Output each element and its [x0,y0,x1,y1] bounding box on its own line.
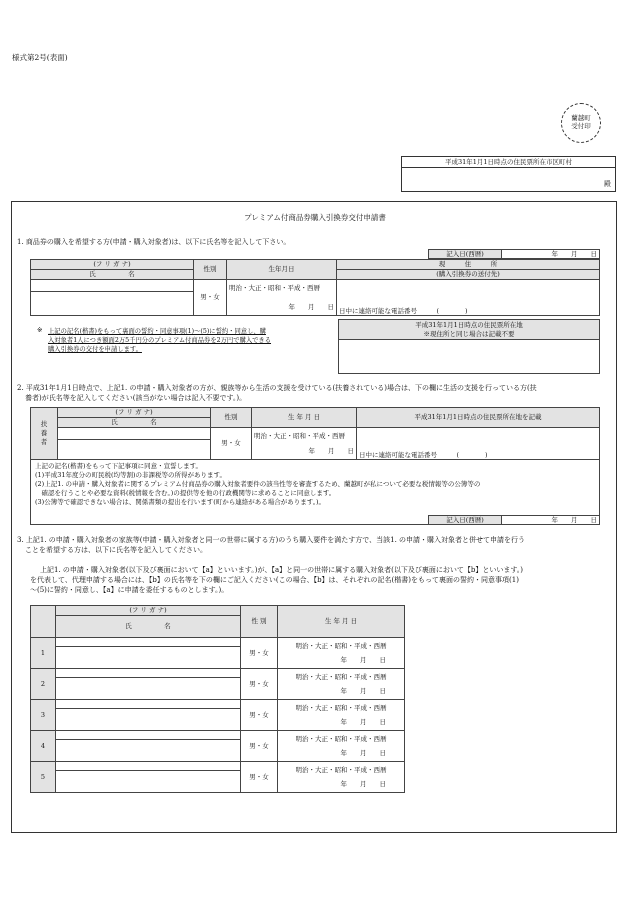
s2-name-field[interactable] [58,440,211,460]
s1-birth-field[interactable]: 明治・大正・昭和・平成・西暦 年 月 日 [227,280,337,316]
family-row-number: 3 [31,700,56,731]
s3-family-table: (フ リ ガ ナ) 性 別 生 年 月 日 氏 名 1 男・女 明治・大正・昭和・平成・西暦 年 月 日 2 男・女 明治・大正・昭和・平成・西暦 年 月 日 3 男・女 明治・大正・昭和・平成・西暦 年 月 日 4 男・女 明治・大正・昭和・平成・西暦 年 月 日 5 男・女 明治・大正・昭和・平成・西暦 年 月 日 [30,605,405,793]
family-name-field[interactable] [56,678,241,700]
s1-applicant-table: (フ リ ガ ナ) 性別 生年月日 現 住 所 氏 名 (購入引換券の送付先) 男・女 明治・大正・昭和・平成・西暦 年 月 日 日中に連絡可能な電話番号 ( ) [30,259,600,316]
form-id: 様式第2号(表面) [12,53,68,62]
s1-jan1-address-field[interactable] [339,340,600,374]
form-title: プレミアム付商品券購入引換券交付申請書 [244,213,386,222]
municipality-box-title: 平成31年1月1日時点の住民票所在市区町村 [402,157,615,168]
family-row [31,700,405,709]
family-row-number: 5 [31,762,56,793]
s1-date-field[interactable]: 年 月 日 [502,250,600,259]
family-row-number: 1 [31,638,56,669]
family-row [31,762,405,771]
s1-note: 上記の記名(楷書)をもって裏面の誓約・同意事項(1)～(5)に誓約・同意し、購 入対象者1人につき額面2万5千円分のプレミアム付商品券を2万円で購入できる 購入引換券の交付を申請します。 [48,328,272,354]
family-furigana-field[interactable] [56,762,241,771]
s1-jan1-address-table: 平成31年1月1日時点の住民票所在地 ※現住所と同じ場合は記載不要 [338,319,600,374]
family-furigana-field[interactable] [56,638,241,647]
municipality-box [401,156,616,192]
s1-note-mark: ※ [37,327,43,334]
family-birth-field[interactable]: 明治・大正・昭和・平成・西暦 年 月 日 [278,669,405,700]
section-2-text: 2. 平成31年1月1日時点で、上記1. の申請・購入対象者の方が、親族等から生活の支援を受けている(扶養されている)場合は、下の欄に生活の支援を行っている方(扶 養者)が氏名等を記入してください(該当がない場合は記入不要です。)。 [17,384,537,402]
family-gender-field[interactable]: 男・女 [241,762,278,793]
s2-supporter-table: 扶 養 者 (フ リ ガ ナ) 性別 生 年 月 日 平成31年1月1日時点の住民票所在地を記載 氏 名 男・女 明治・大正・昭和・平成・西暦 年 月 日 日中に連絡可能な電話番号 ( ) 上記の記名(楷書)をもって下記事項に同意・宣誓します。 (1)平成31年度分の町民税(均等割)の非課税等の所得があります。 (2)上記1. の申請・購入対象者に関するプレミアム付商品券の購入対象者要件の該当性等を審査するため、蘭越町が私について必要な税情報等の公簿等の 確認を行うことや必要な資料(税情報を含む。)の提供等を他の行政機関等に求めることに同意します。 (3)公簿等で確認できない場合は、関係書類の提出を行います(町から連絡がある場合があります。)。 [30,407,600,525]
family-birth-field[interactable]: 明治・大正・昭和・平成・西暦 年 月 日 [278,638,405,669]
section-1-text: 1. 商品券の購入を希望する方(申請・購入対象者)は、以下に氏名等を記入して下さい。 [17,238,291,246]
s2-record-date: 記入日(西暦) 年 月 日 [428,515,600,525]
family-row [31,731,405,740]
family-row [31,638,405,647]
family-birth-field[interactable]: 明治・大正・昭和・平成・西暦 年 月 日 [278,700,405,731]
family-gender-field[interactable]: 男・女 [241,700,278,731]
family-birth-field[interactable]: 明治・大正・昭和・平成・西暦 年 月 日 [278,762,405,793]
family-name-field[interactable] [56,771,241,793]
reception-stamp: 蘭越町 受付印 [561,103,601,143]
family-row-number: 4 [31,731,56,762]
family-gender-field[interactable]: 男・女 [241,731,278,762]
s2-date-field[interactable]: 年 月 日 [502,516,600,525]
s1-furigana-field[interactable] [31,280,194,292]
s1-name-field[interactable] [31,292,194,316]
s2-furigana-field[interactable] [58,428,211,440]
s1-gender-field[interactable]: 男・女 [194,280,227,316]
family-gender-field[interactable]: 男・女 [241,638,278,669]
family-birth-field[interactable]: 明治・大正・昭和・平成・西暦 年 月 日 [278,731,405,762]
section-3-paragraph: 上記1. の申請・購入対象者(以下及び裏面において【a】といいます。)が、【a】と同一の世帯に属する購入対象者(以下及び裏面において【b】といいます。) を代表して、代理申請する場合には、【b】の氏名等を下の欄にご記入ください(この場合、【b】は、それぞれの記名(楷書)をもって裏面の誓約・同意事項(1) ～(5)に誓約・同意し、【a】に申請を委任するものとします。)。 [30,566,524,595]
s1-record-date: 記入日(西暦) 年 月 日 [428,249,600,259]
family-name-field[interactable] [56,647,241,669]
s2-birth-field[interactable]: 明治・大正・昭和・平成・西暦 年 月 日 [252,428,357,460]
family-furigana-field[interactable] [56,731,241,740]
dono-label: 殿 [604,180,611,189]
family-row-number: 2 [31,669,56,700]
family-furigana-field[interactable] [56,669,241,678]
s2-consent: 上記の記名(楷書)をもって下記事項に同意・宣誓します。 (1)平成31年度分の町民税(均等割)の非課税等の所得があります。 (2)上記1. の申請・購入対象者に関するプレミアム付商品券の購入対象者要件の該当性等を審査するため、蘭越町が私について必要な税情報等の公簿等の 確認を行うことや必要な資料(税情報を含む。)の提供等を他の行政機関等に求めることに同意します。 (3)公簿等で確認できない場合は、関係書類の提出を行います(町から連絡がある場合があります。)。 [31,460,600,525]
s2-gender-field[interactable]: 男・女 [211,428,252,460]
family-furigana-field[interactable] [56,700,241,709]
family-row [31,669,405,678]
family-gender-field[interactable]: 男・女 [241,669,278,700]
s1-address-field[interactable]: 日中に連絡可能な電話番号 ( ) [337,280,600,316]
family-name-field[interactable] [56,740,241,762]
section-3-text: 3. 上記1. の申請・購入対象者の家族等(申請・購入対象者と同一の世帯に属する方)のうち購入要件を満たす方で、当該1. の申請・購入対象者と併せて申請を行う ことを希望する方は、以下に氏名等を記入してください。 [17,536,526,555]
s2-address-field[interactable]: 日中に連絡可能な電話番号 ( ) [357,428,600,460]
family-name-field[interactable] [56,709,241,731]
